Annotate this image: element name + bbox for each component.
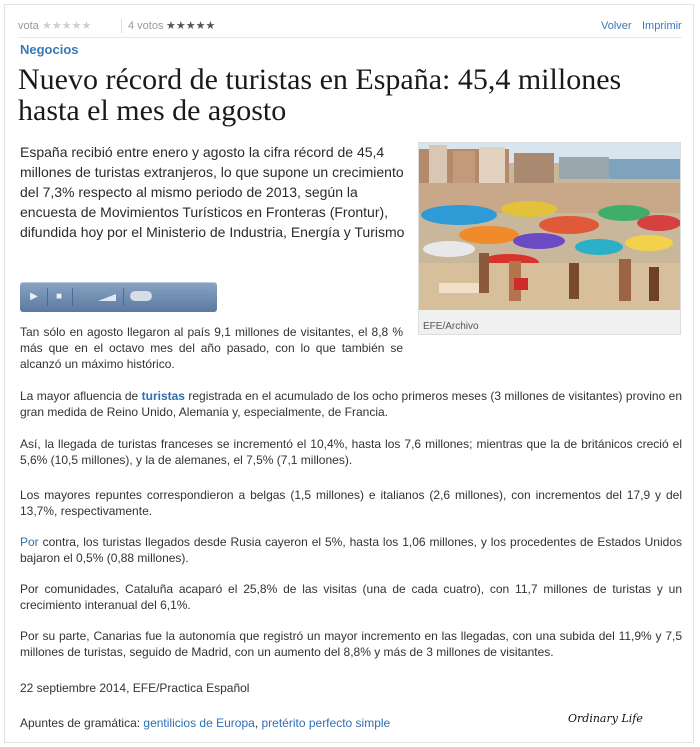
tourists-link[interactable]: turistas <box>141 389 185 403</box>
grammar-link-gentilicios[interactable]: gentilicios de Europa <box>143 716 255 730</box>
grammar-notes <box>20 715 560 731</box>
back-link[interactable]: Volver <box>601 20 632 32</box>
average-rating-stars: ★★★★★ <box>166 20 216 32</box>
player-divider <box>123 288 124 306</box>
beach-photo <box>419 143 680 310</box>
play-icon[interactable]: ▶ <box>30 291 38 302</box>
stop-icon[interactable]: ■ <box>55 291 63 302</box>
article-lead: España recibió entre enero y agosto la cifra récord de 45,4 millones de turistas extranjeros, lo que supone un crecimiento del 7,3% respecto al mismo periodo de 2013, según la encuesta de Movimientos Turísticos en Fronteras (Frontur), difundida hoy por el Ministerio de Industria, Energía y Turismo <box>20 144 405 240</box>
p2-text-after: registrada en el acumulado de los ocho primeros meses (3 millones de visitantes) provino en gran medida de Reino Unido, Alemania y, especialmente, de Francia. <box>20 389 683 419</box>
toolbar-divider <box>121 19 122 33</box>
paragraph-4: Los mayores repuntes correspondieron a belgas (1,5 millones) e italianos (2,6 millones), con incrementos del 17,9 y del 13,7%, respectivamente. <box>20 488 682 518</box>
paragraph-6: Por comunidades, Cataluña acaparó el 25,8% de las visitas (una de cada cuatro), con 11,7 millones de turistas y un crecimiento interanual del 6,1%. <box>20 582 682 612</box>
paragraph-5 <box>20 534 682 566</box>
player-divider <box>72 288 73 306</box>
grammar-label: Apuntes de gramática: <box>20 716 144 730</box>
volume-icon[interactable] <box>98 294 116 301</box>
paragraph-2 <box>20 388 682 420</box>
grammar-link-preterito[interactable]: pretérito perfecto simple <box>261 716 391 730</box>
rating-toolbar <box>18 18 682 36</box>
user-rating-stars[interactable]: ★★★★★ <box>42 20 92 32</box>
article-photo-box <box>418 142 681 335</box>
photo-caption: EFE/Archivo <box>423 321 479 332</box>
paragraph-7: Por su parte, Canarias fue la autonomía que registró un mayor incremento en las llegadas, con una subida del 11,9% y 7,5 millones de turistas, seguido de Madrid, con un aumento del 8,8% y más de 3 millones de visitantes. <box>20 629 682 659</box>
player-divider <box>47 288 48 306</box>
beach-image <box>419 143 680 310</box>
article-title: Nuevo récord de turistas en España: 45,4 millones hasta el mes de agosto <box>18 63 622 127</box>
progress-thumb[interactable] <box>130 291 152 301</box>
grammar-separator: , <box>254 716 262 730</box>
dateline: 22 septiembre 2014, EFE/Practica Español <box>20 681 250 695</box>
paragraph-1: Tan sólo en agosto llegaron al país 9,1 millones de visitantes, el 8,8 % más que en el octavo mes del año pasado, con lo que también se alcanzó un máximo histórico. <box>20 325 403 371</box>
audio-player <box>20 282 217 312</box>
votes-count: 4 votos <box>128 20 164 32</box>
p5-text-after: contra, los turistas llegados desde Rusia cayeron el 5%, hasta los 1,06 millones, y los procedentes de Estados Unidos bajaron el 0,5% (0,88 millones). <box>20 535 682 565</box>
por-link[interactable]: Por <box>20 535 39 549</box>
rate-label: vota <box>18 20 39 32</box>
signature-watermark: Ordinary Life <box>568 712 643 725</box>
section-label[interactable]: Negocios <box>20 42 79 57</box>
print-link[interactable]: Imprimir <box>642 20 682 32</box>
toolbar-divider-line <box>18 37 682 38</box>
p2-text-before: La mayor afluencia de <box>20 389 142 403</box>
paragraph-3: Así, la llegada de turistas franceses se incrementó el 10,4%, hasta los 7,6 millones; mientras que la de británicos creció el 5,6% (10,5 millones), y la de alemanes, el 7,5% (7,1 millones). <box>20 437 682 467</box>
